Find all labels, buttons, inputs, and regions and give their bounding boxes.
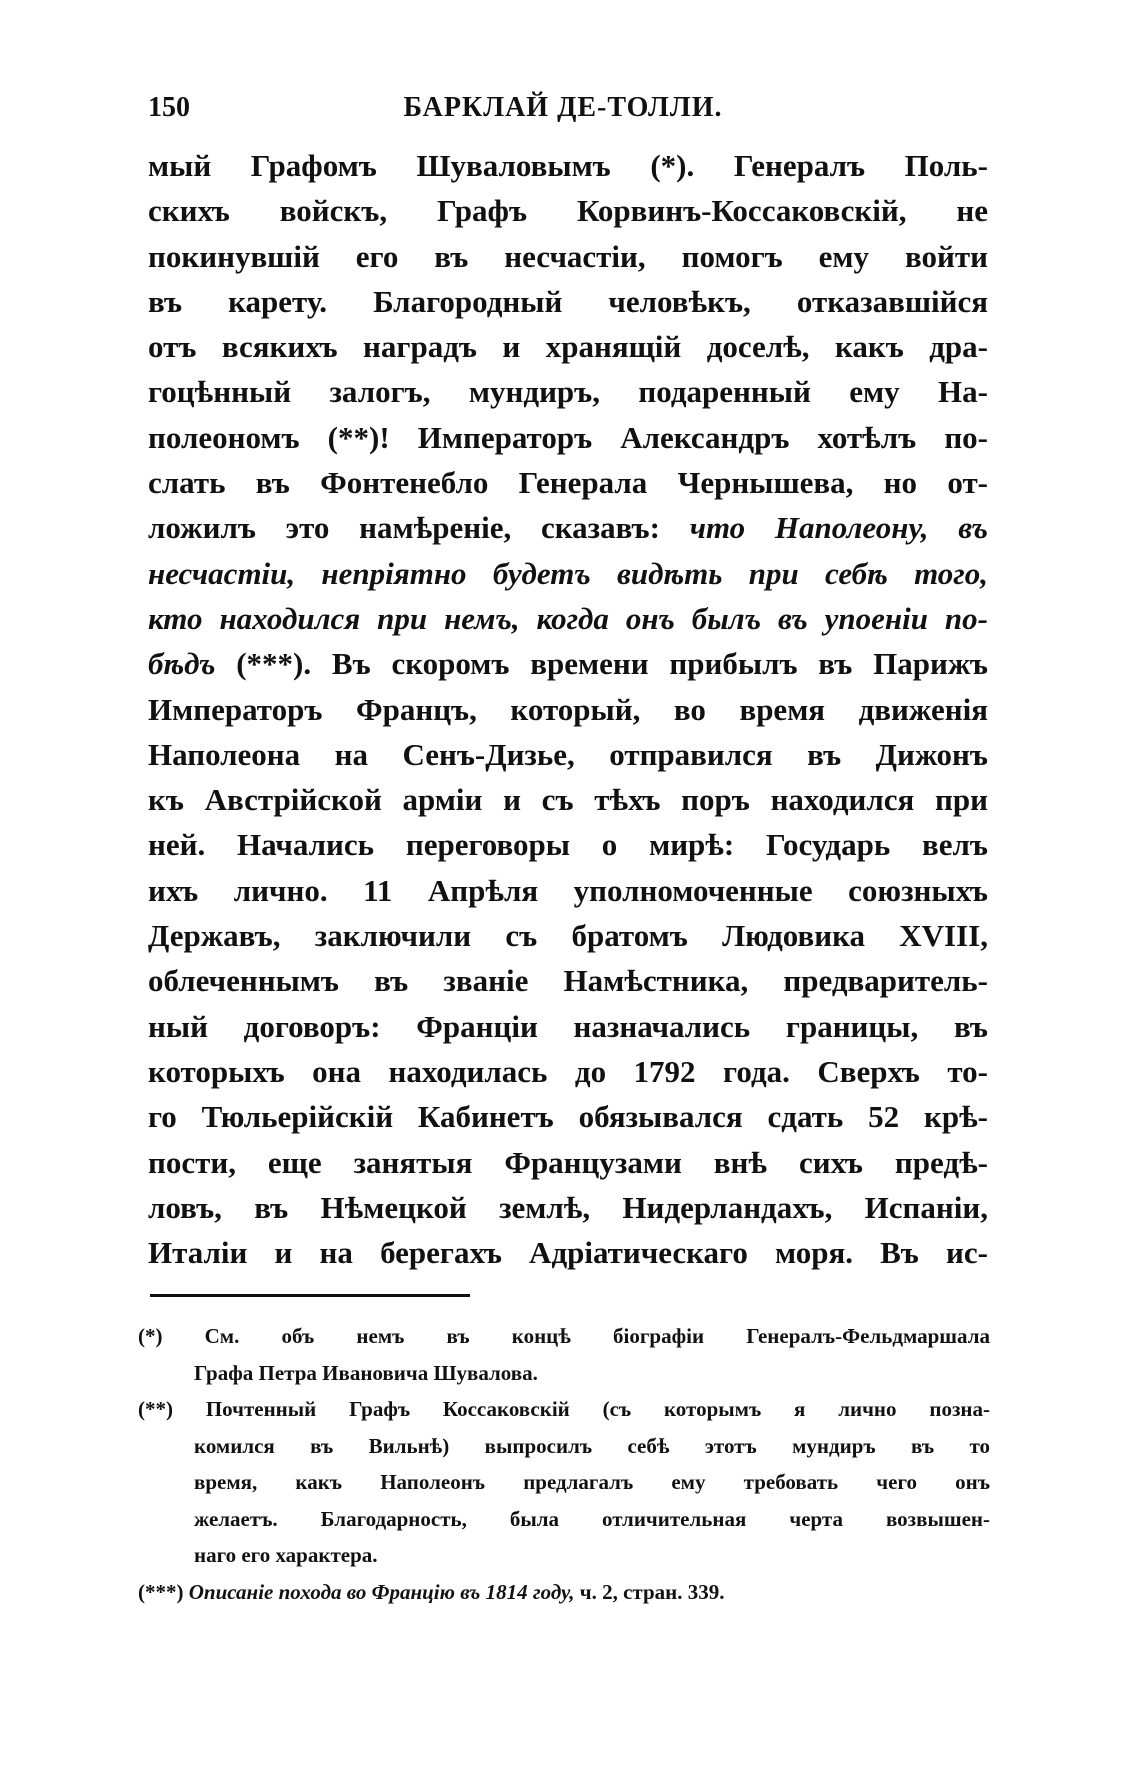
text-line: ловъ, въ Нѣмецкой землѣ, Нидерландахъ, Испаніи, (148, 1189, 988, 1225)
footnote-line: желаетъ. Благодарность, была отличительная черта возвышен- (194, 1506, 990, 1531)
text-line: слать въ Фонтенебло Генерала Чернышева, но от- (148, 465, 988, 501)
text-line: мый Графомъ Шуваловымъ (*). Генералъ Поль- (148, 148, 988, 183)
footnote-line: комился въ Вильнѣ) выпросилъ себѣ этотъ мундиръ въ то (194, 1433, 990, 1458)
text-line: покинувшій его въ несчастіи, помогъ ему войти (148, 238, 988, 274)
running-head (148, 92, 978, 126)
footnote-line (138, 1574, 990, 1611)
text-line: въ карету. Благородный человѣкъ, отказавшійся (148, 283, 988, 319)
citation-title: Описаніе похода во Францію въ 1814 году, (188, 1579, 575, 1604)
footnote-marker: (***) (138, 1579, 189, 1604)
text-line: которыхъ она находилась до 1792 года. Сверхъ то- (148, 1053, 988, 1089)
text-line: гоцѣнный залогъ, мундиръ, подаренный ему На- (148, 374, 988, 410)
main-text (148, 143, 988, 1275)
italic-quote: бѣдъ (148, 646, 216, 682)
text-segment: ложилъ это намѣреніе, сказавъ: (148, 510, 690, 546)
text-line: Наполеона на Сенъ-Дизье, отправился въ Дижонъ (148, 736, 988, 772)
italic-quote-line: кто находился при немъ, когда онъ былъ въ упоеніи по- (148, 600, 988, 636)
text-line: облеченнымъ въ званіе Намѣстника, предваритель- (148, 963, 988, 999)
text-line: отъ всякихъ наградъ и хранящій доселѣ, какъ дра- (148, 329, 988, 365)
footnote-line: Графа Петра Ивановича Шувалова. (194, 1360, 538, 1385)
text-line: Императоръ Францъ, который, во время движенія (148, 691, 988, 727)
footnote-line: наго его характера. (194, 1543, 378, 1567)
text-line: полеономъ (**)! Императоръ Александръ хотѣлъ по- (148, 419, 988, 455)
running-title: БАРКЛАЙ ДЕ-ТОЛЛИ. (403, 92, 723, 123)
text-line: го Тюльерійскій Кабинетъ обязывался сдать 52 крѣ- (148, 1099, 988, 1135)
text-line (148, 641, 988, 686)
text-line (148, 505, 988, 550)
text-segment: (***). Въ скоромъ времени прибылъ въ Парижъ (215, 646, 988, 682)
text-line: Державъ, заключили съ братомъ Людовика XVIII, (148, 918, 988, 954)
text-line: ный договоръ: Франціи назначались границы, въ (148, 1008, 988, 1044)
italic-quote-line: несчастіи, непріятно будетъ видѣть при себѣ того, (148, 555, 988, 591)
text-line: Италіи и на берегахъ Адріатическаго моря. Въ ис- (148, 1235, 988, 1271)
text-line: къ Австрійской арміи и съ тѣхъ поръ находился при (148, 782, 988, 818)
footnote-line: (**) Почтенный Графъ Коссаковскій (съ которымъ я лично позна- (138, 1397, 990, 1421)
footnote-line: время, какъ Наполеонъ предлагалъ ему требовать чего онъ (194, 1470, 990, 1494)
text-line: ней. Начались переговоры о мирѣ: Государь велъ (148, 827, 988, 863)
citation-pages: ч. 2, стран. 339. (574, 1579, 725, 1604)
text-line: пости, еще занятыя Французами внѣ сихъ предѣ- (148, 1144, 988, 1180)
page-number: 150 (148, 92, 190, 123)
footnotes (138, 1318, 990, 1610)
italic-quote: что Наполеону, въ (689, 510, 988, 546)
footnote-divider (150, 1294, 470, 1297)
text-line: ихъ лично. 11 Апрѣля уполномоченные союзныхъ (148, 872, 988, 908)
footnote-line: (*) См. объ немъ въ концѣ біографіи Генералъ-Фельдмаршала (138, 1324, 990, 1348)
text-line: скихъ войскъ, Графъ Корвинъ-Коссаковскій, не (148, 193, 988, 229)
